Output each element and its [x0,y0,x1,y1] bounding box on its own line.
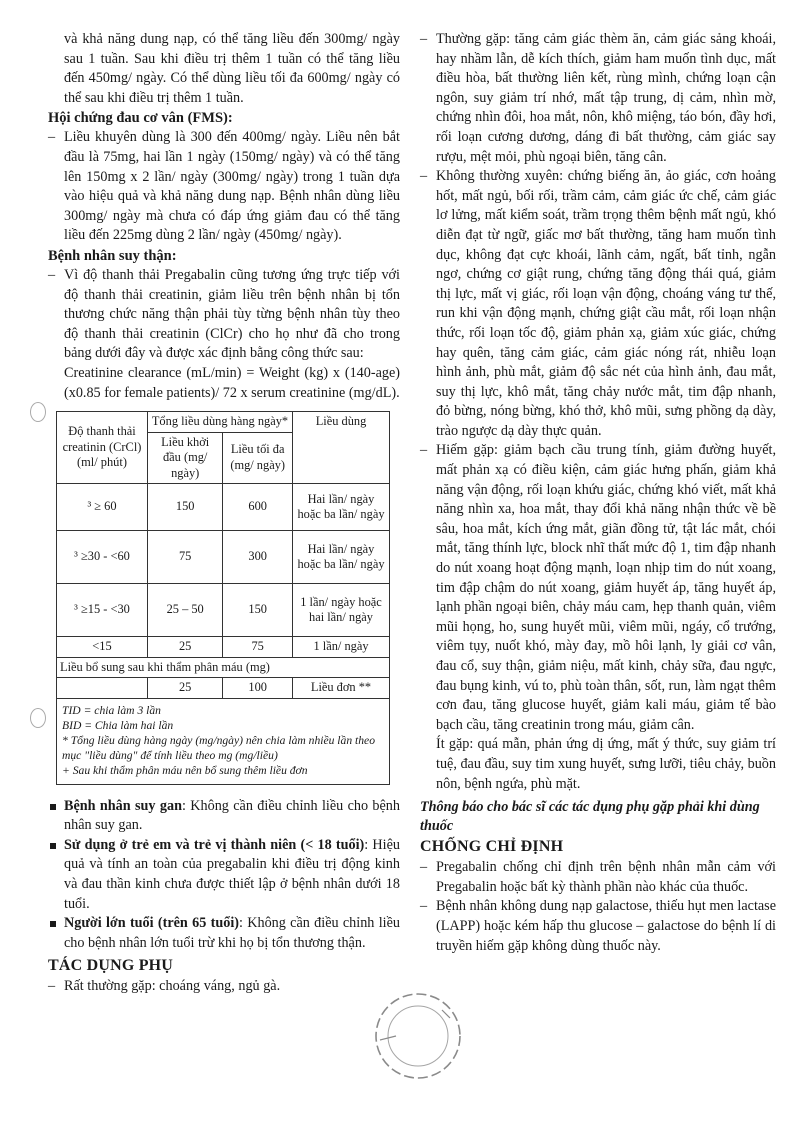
contraindications-heading: CHỐNG CHỈ ĐỊNH [420,838,564,856]
fms-heading: Hội chứng đau cơ vân (FMS): [48,110,233,127]
table-row [57,678,390,699]
note-dialysis: + Sau khi thẩm phân máu nên bổ sung thêm liều đơn [62,763,308,777]
cell-crcl: ³ ≥30 - <60 [57,531,148,584]
report-notice: Thông báo cho bác sĩ các tác dụng phụ gặp phải khi dùng thuốc [420,799,760,835]
company-stamp [372,990,464,1082]
cell-dosing: Hai lần/ ngày hoặc ba lần/ ngày [293,484,390,531]
contraindication-1: – Pregabalin chống chỉ định trên bệnh nhân mẫn cảm với Pregabalin hoặc bất kỳ thành phần nào khác của thuốc. [420,858,776,897]
contraindication-2: – Bệnh nhân không dung nạp galactose, thiếu hụt men lactase (LAPP) hoặc kém hấp thu glucose – galactose do bệnh lí di truyền hiếm gặp không dùng thuốc này. [420,897,776,956]
hepatic-impairment: Bệnh nhân suy gan: Không cần điều chỉnh liều cho bệnh nhân suy gan. [48,797,400,836]
table-row [57,484,390,531]
elderly-use: Người lớn tuổi (trên 65 tuổi): Không cần điều chỉnh liều cho bệnh nhân lớn tuổi trừ khi họ bị tổn thương thận. [48,914,400,953]
common-effects: – Thường gặp: tăng cảm giác thèm ăn, cảm giác sảng khoái, hay nhầm lẫn, dễ kích thích, giảm ham muốn tình dục, mất điều hòa, bất thường liên kết, rùng mình, chứng loạn cận ngôn, suy giảm trí nhớ, mất tập trung, dị cảm, nhìn mờ, chứng nhìn đôi, hoa mắt, nôn, khô miệng, táo bón, đầy hơi, rối loạn cương dương, dáng đi bất thường, cảm giác say rượu, mệt mỏi, phù ngoại biên, tăng cân. [420,30,776,167]
cell-max: 100 [223,678,293,699]
right-column [420,30,776,956]
punch-hole [30,402,46,422]
cell-dosing: 1 lần/ ngày hoặc hai lần/ ngày [293,584,390,637]
cell-crcl: <15 [57,637,148,658]
note-total-daily: * Tổng liều dùng hàng ngày (mg/ngày) nên chia làm nhiều lần theo mục "liều dùng" để tính liều theo mg (mg/liều) [62,733,375,762]
pediatric-use: Sử dụng ở trẻ em và trẻ vị thành niên (< 18 tuổi): Hiệu quả và tính an toàn của pregabalin khi điều trị động kinh và đau thần kinh chưa được thiết lập ở bệnh nhân dưới 18 tuổi. [48,836,400,914]
punch-hole [30,708,46,728]
very-rare-effects: Ít gặp: quá mẫn, phản ứng dị ứng, mất ý thức, suy giảm trí tuệ, đau đầu, suy tim xung huyết, sưng lưỡi, tiêu chảy, buồn nôn, bệnh ngứa, phù mặt. [436,736,776,792]
cell-start: 75 [148,531,223,584]
table-notes [57,698,390,784]
uncommon-effects: – Không thường xuyên: chứng biếng ăn, ảo giác, cơn hoảng hốt, mất ngủ, bối rối, trầm cảm, cảm giác ức chế, cảm giác lơ lửng, mất kiểm soát, trầm trọng thêm bệnh mất ngủ, khó diễn đạt từ ngữ, giấc mơ bất thường, tăng ham muốn tình dục, không đạt cực khoái, lãnh cảm, ngất, bất tỉnh, ngẫn ngơ, chứng cơ giật rung, chứng tăng động thái quá, giảm thị lực, mất vị giác, rối loạn vận động, choáng váng tư thế, run khi vận động mạnh, chứng giật cầu mắt, rối loạn nhận thức, rối loạn tốc độ, giảm phản xạ, giảm xúc giác, chứng hay quên, tăng cảm giác, cảm giác nóng rát, nhiễu loạn hình ảnh, phù mắt, giảm độ sắc nét của hình ảnh, đau mắt, suy thị lực, khô mắt, tăng chảy nước mắt, tim đập nhanh, đỏ bừng, nóng bừng, khó thở, khô mũi, sưng phồng dạ dày, trào ngược dạ dày thực quản. [420,167,776,441]
renal-text: – Vì độ thanh thải Pregabalin cũng tương ứng trực tiếp với độ thanh thải creatinin, giảm liều trên bệnh nhân bị tổn thương chức năng thận phải tùy từng bệnh nhân tùy theo độ thanh thải creatinin (ClCr) cho họ như đã cho trong bảng dưới đây và được xác định bằng công thức sau: [48,266,400,364]
table-row [57,637,390,658]
table-row [57,584,390,637]
fms-dosage: – Liều khuyên dùng là 300 đến 400mg/ ngày. Liều nên bắt đầu là 75mg, hai lần 1 ngày (150mg/ ngày) và có thể tăng lên 150mg x 2 lần/ ngày (300mg/ ngày) trong 1 tuần dựa vào hiệu quả và khả năng dung nạp. Bệnh nhân dùng liều 300mg/ ngày mà chưa có đáp ứng giảm đau có thể tăng liều đến 225mg dùng 2 lần/ ngày (450mg/ ngày). [48,128,400,246]
header-start-dose: Liều khởi đầu (mg/ ngày) [148,432,223,484]
left-column [48,30,400,997]
cell-empty [57,678,148,699]
header-crcl: Độ thanh thải creatinin (CrCl) (ml/ phút) [57,412,148,484]
renal-heading: Bệnh nhân suy thận: [48,247,177,264]
adverse-effects-heading: TÁC DỤNG PHỤ [48,957,174,975]
dosage-continuation: và khả năng dung nạp, có thể tăng liều đến 300mg/ ngày sau 1 tuần. Sau khi điều trị thêm 1 tuần có thể tăng liều đến 450mg/ ngày. Có thể dùng liều tối đa 600mg/ ngày có thể sau khi điều trị thêm 1 tuần. [64,31,400,106]
cell-max: 150 [223,584,293,637]
table-row [57,531,390,584]
cell-crcl: ³ ≥15 - <30 [57,584,148,637]
header-dosing: Liều dùng [293,412,390,484]
cell-crcl: ³ ≥ 60 [57,484,148,531]
header-max-dose: Liều tối đa (mg/ ngày) [223,432,293,484]
supplement-label: Liều bổ sung sau khi thẩm phân máu (mg) [57,657,390,678]
cell-dosing: Hai lần/ ngày hoặc ba lần/ ngày [293,531,390,584]
cell-start: 25 [148,678,223,699]
renal-dose-table [56,411,390,785]
cell-max: 75 [223,637,293,658]
very-common-effects: – Rất thường gặp: choáng váng, ngủ gà. [48,977,400,997]
rare-effects: – Hiếm gặp: giảm bạch cầu trung tính, giảm đường huyết, mất phản xạ có điều kiện, cảm giác hưng phấn, giảm khả năng vận động, rối loạn khứu giác, chứng khó viết, mất khả năng nhìn xa, hoa mắt, thay đổi khả năng nhận thức về bề sâu, hoa mắt, kích ứng mắt, giãn đồng tử, tật lác mắt, chói mắt, tăng thính lực, block nhĩ thất mức độ 1, tim đập nhanh do nút xoang hoạt động mạnh, loạn nhịp tim do nút xoang, tim đập chậm do nút xoang, giảm huyết áp, tăng huyết áp, lạnh phần ngoại biên, chảy máu cam, hẹp thanh quản, viêm mũi họng, ho, sung huyết mũi, viêm mũi, ngáy, cổ trướng, viêm tụy, nuốt khó, mày đay, mồ hôi lạnh, ly giải cơ vân, đau cổ, suy thận, giảm niệu, mất kinh, chảy sữa, đau ngực, đau bụng kinh, vú to, phù toàn thân, sốt, run, làm ngạt thêm cơn đau, tăng glucose huyết, giảm kali máu, giảm tế bào bạch cầu, tăng creatinin trong máu, giảm cân. [420,441,776,735]
cell-start: 25 [148,637,223,658]
cell-dosing: 1 lần/ ngày [293,637,390,658]
creatinine-formula: Creatinine clearance (mL/min) = Weight (kg) x (140-age) (x0.85 for female patients)/ 72 x serum creatinine (mg/dL). [64,364,400,401]
cell-start: 150 [148,484,223,531]
cell-dosing: Liều đơn ** [293,678,390,699]
cell-max: 300 [223,531,293,584]
header-total-daily-dose: Tổng liều dùng hàng ngày* [148,412,293,433]
cell-start: 25 – 50 [148,584,223,637]
cell-max: 600 [223,484,293,531]
note-bid: BID = Chia làm hai lần [62,718,174,732]
note-tid: TID = chia làm 3 lần [62,703,161,717]
